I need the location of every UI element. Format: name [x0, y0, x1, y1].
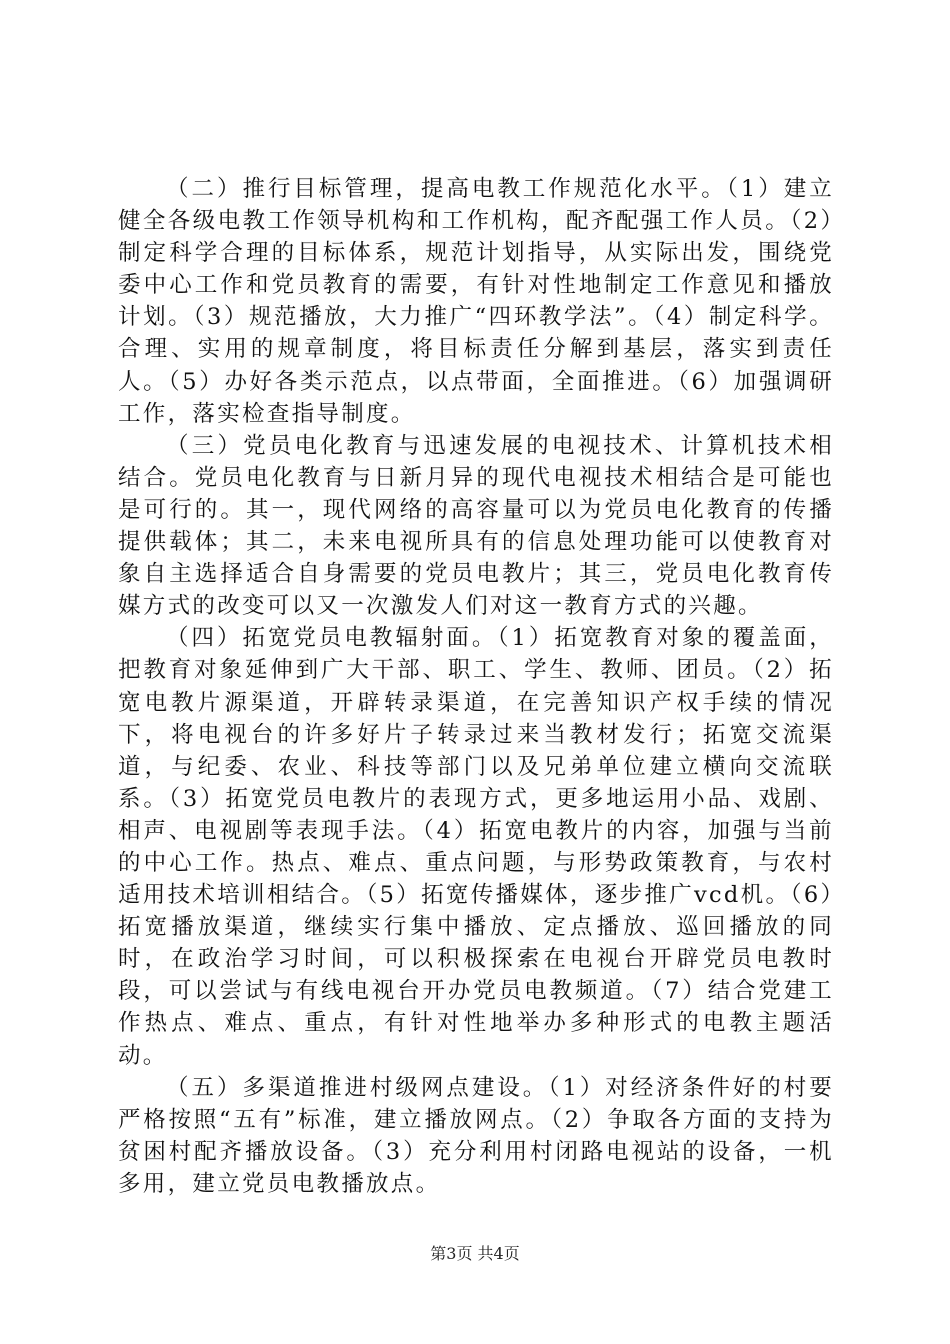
paragraph-target-management: （二）推行目标管理，提高电教工作规范化水平。（1）建立健全各级电教工作领导机构和工作机构，配齐配强工作人员。（2）制定科学合理的目标体系，规范计划指导，从实际出发，围绕党委中心工作和党员教育的需要，有针对性地制定工作意见和播放计划。（3）规范播放，大力推广“四环教学法”。（4）制定科学。合理、实用的规章制度，将目标责任分解到基层，落实到责任人。（5）办好各类示范点，以点带面，全面推进。（6）加强调研工作，落实检查指导制度。: [118, 176, 834, 427]
document-body: [118, 173, 834, 1200]
paragraph-technology-integration: （三）党员电化教育与迅速发展的电视技术、计算机技术相结合。党员电化教育与日新月异的现代电视技术相结合是可能也是可行的。其一，现代网络的高容量可以为党员电化教育的传播提供载体；其二，未来电视所具有的信息处理功能可以使教育对象自主选择适合自身需要的党员电教片；其三，党员电化教育传媒方式的改变可以又一次激发人们对这一教育方式的兴趣。: [118, 432, 834, 620]
paragraph-broaden-coverage: （四）拓宽党员电教辐射面。（1）拓宽教育对象的覆盖面，把教育对象延伸到广大干部、职工、学生、教师、团员。（2）拓宽电教片源渠道，开辟转录渠道，在完善知识产权手续的情况下，将电视台的许多好片子转录过来当教材发行；拓宽交流渠道，与纪委、农业、科技等部门以及兄弟单位建立横向交流联系。（3）拓宽党员电教片的表现方式，更多地运用小品、戏剧、相声、电视剧等表现手法。（4）拓宽电教片的内容，加强与当前的中心工作。热点、难点、重点问题，与形势政策教育，与农村适用技术培训相结合。（5）拓宽传播媒体，逐步推广vcd机。（6）拓宽播放渠道，继续实行集中播放、定点播放、巡回播放的同时，在政治学习时间，可以积极探索在电视台开辟党员电教时段，可以尝试与有线电视台开办党员电教频道。（7）结合党建工作热点、难点、重点，有针对性地举办多种形式的电教主题活动。: [118, 625, 834, 1069]
page-number-footer: 第3页 共4页: [430, 1244, 520, 1263]
paragraph-village-network: （五）多渠道推进村级网点建设。（1）对经济条件好的村要严格按照“五有”标准，建立播放网点。（2）争取各方面的支持为贫困村配齐播放设备。（3）充分利用村闭路电视站的设备，一机多用，建立党员电教播放点。: [118, 1074, 834, 1197]
